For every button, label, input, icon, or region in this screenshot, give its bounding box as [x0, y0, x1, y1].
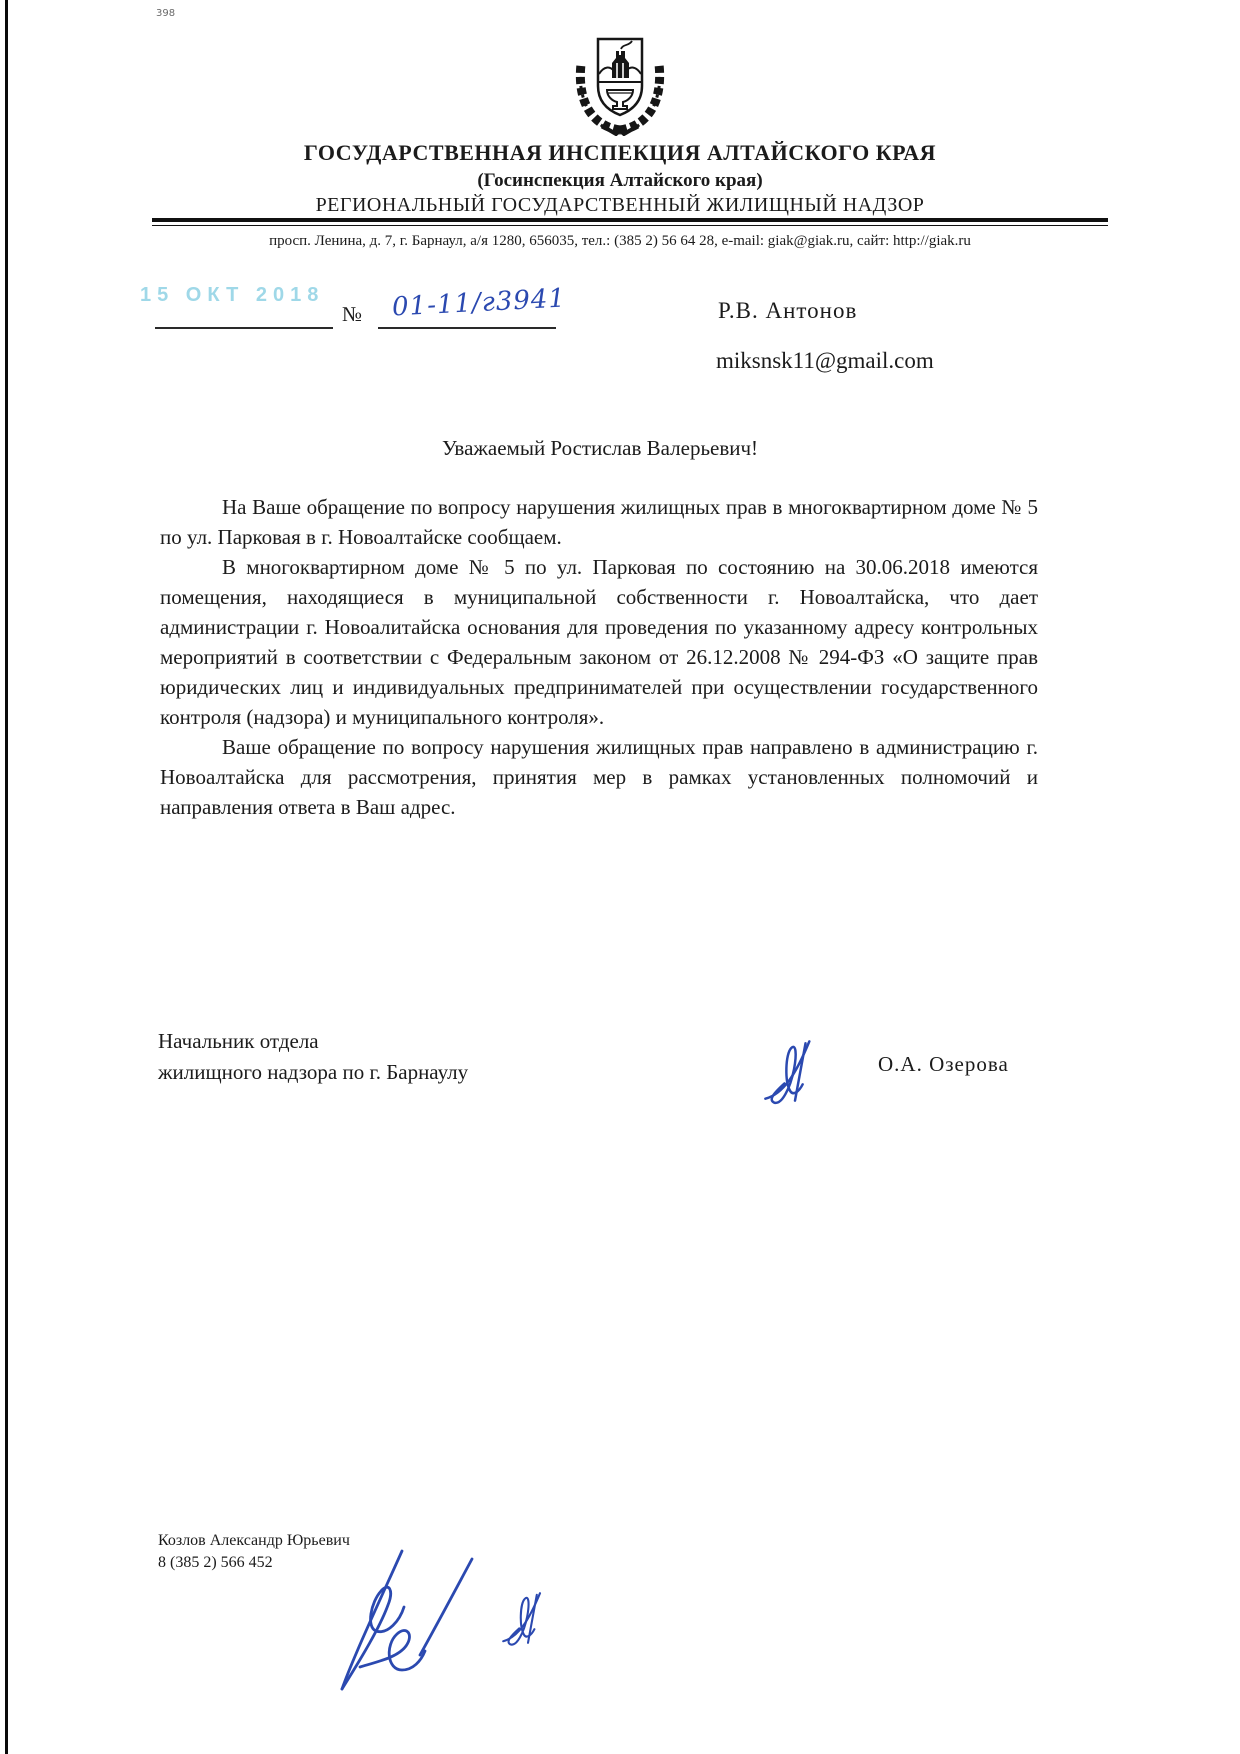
recipient-name: Р.В. Антонов [718, 298, 858, 323]
executor-phone: 8 (385 2) 566 452 [158, 1554, 273, 1571]
scan-edge-line [5, 0, 8, 1754]
org-short-name: (Госинспекция Алтайского края) [477, 170, 763, 191]
secondary-signature-icon [488, 1582, 568, 1654]
corner-number: 398 [156, 8, 176, 19]
ozerova-signature-icon [752, 1028, 838, 1114]
number-label: № [342, 302, 363, 326]
date-underline [155, 327, 333, 329]
number-underline [378, 327, 556, 329]
paragraph-2: В многоквартирном доме № 5 по ул. Парковая по состоянию на 30.06.2018 имеются помещения, находящиеся в муниципальной собственности г. Новоалтайска, что дает администрации г. Новоалитайска основания для проведения по указанному адресу контрольных мероприятий в соответствии с Федеральным законом от 26.12.2008 № 294-ФЗ «О защите прав юридических лиц и индивидуальных предпринимателей при осуществлении государственного контроля (надзора) и муниципального контроля». [160, 555, 1038, 729]
handwritten-ref-number: 01-11/г3941 [391, 283, 567, 323]
paragraph-1: На Ваше обращение по вопросу нарушения жилищных прав в многоквартирном доме № 5 по ул. Парковая в г. Новоалтайске сообщаем. [160, 495, 1038, 549]
org-department: РЕГИОНАЛЬНЫЙ ГОСУДАРСТВЕННЫЙ ЖИЛИЩНЫЙ НАДЗОР [315, 194, 925, 216]
signer-position [158, 1026, 468, 1088]
org-contact-line: просп. Ленина, д. 7, г. Барнаул, а/я 1280, 656035, тел.: (385 2) 56 64 28, e-mail: giak@giak.ru, сайт: http://giak.ru [269, 233, 971, 249]
signer-position-line2: жилищного надзора по г. Барнаулу [158, 1060, 469, 1084]
altai-krai-coat-of-arms-icon [568, 26, 672, 136]
header-rule-thick [152, 218, 1108, 222]
executor-block [158, 1530, 350, 1574]
paragraph-3: Ваше обращение по вопросу нарушения жилищных прав направлено в администрацию г. Новоалтайска для рассмотрения, принятия мер в рамках установленных полномочий и направления ответа в Ваш адрес. [160, 735, 1038, 819]
executor-name: Козлов Александр Юрьевич [158, 1532, 350, 1549]
signer-name: О.А. Озерова [878, 1052, 1009, 1076]
org-name: ГОСУДАРСТВЕННАЯ ИНСПЕКЦИЯ АЛТАЙСКОГО КРАЯ [303, 140, 937, 165]
salutation: Уважаемый Ростислав Валерьевич! [441, 436, 759, 460]
letter-body [160, 492, 1038, 822]
executor-signature-icon [330, 1545, 480, 1695]
recipient-email: miksnsk11@gmail.com [716, 348, 934, 373]
signer-position-line1: Начальник отдела [158, 1029, 319, 1053]
header-rule-thin [152, 225, 1108, 226]
date-stamp: 15 ОКТ 2018 [140, 284, 325, 306]
